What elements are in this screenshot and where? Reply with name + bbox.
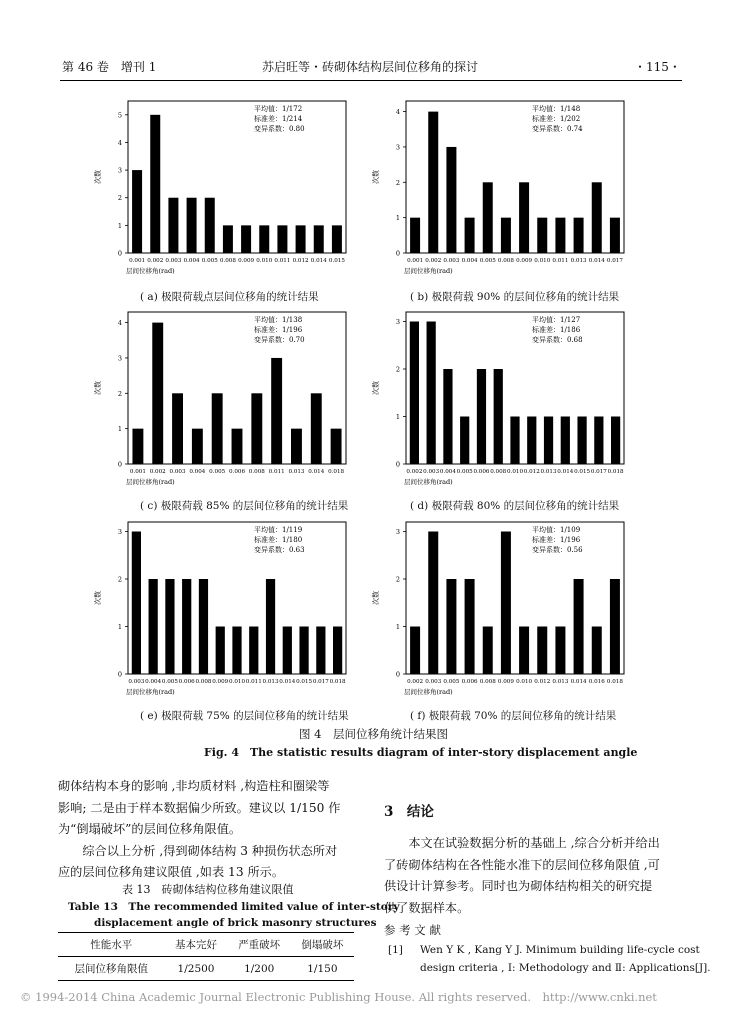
x-axis-label: 层间位移角(rad) (126, 478, 175, 486)
x-tick-label: 0.010 (228, 679, 246, 685)
y-tick-label: 0 (117, 670, 122, 679)
x-tick-label: 0.014 (588, 258, 605, 264)
x-tick-label: 0.013 (570, 258, 587, 264)
y-tick-label: 3 (117, 354, 122, 363)
x-tick-label: 0.011 (552, 258, 569, 264)
bar (410, 627, 420, 675)
stats-annotation: 标准差：1/186 (532, 326, 581, 334)
x-tick-label: 0.002 (406, 469, 423, 475)
x-tick-label: 0.010 (256, 258, 273, 264)
x-tick-label: 0.014 (557, 469, 574, 475)
bar (465, 579, 475, 674)
bar (212, 393, 223, 464)
y-tick-label: 4 (395, 108, 400, 117)
stats-annotation: 变异系数：0.63 (254, 546, 305, 554)
stats-annotation: 标准差：1/214 (254, 115, 303, 123)
bar (223, 225, 233, 253)
bar (410, 322, 419, 465)
bar (165, 579, 174, 674)
y-tick-label: 4 (117, 138, 122, 147)
x-tick-label: 0.013 (552, 679, 569, 685)
table-header-cell: 基本完好 (164, 933, 227, 957)
bar (311, 393, 322, 464)
plot-frame (406, 522, 624, 674)
bar (443, 369, 452, 464)
x-tick-label: 0.016 (588, 679, 605, 685)
x-tick-label: 0.018 (606, 679, 623, 685)
x-tick-label: 0.004 (461, 258, 478, 264)
bar (428, 112, 438, 253)
stats-annotation: 标准差：1/180 (254, 536, 303, 544)
bar (460, 417, 469, 465)
table-header-cell: 严重破坏 (228, 933, 291, 957)
text-line: 影响; 二是由于样本数据偏少所致。建议以 1/150 作 (58, 800, 341, 815)
x-tick-label: 0.003 (165, 258, 182, 264)
figure-caption-en: Fig. 4 The statistic results diagram of inter-story displacement angle (204, 746, 638, 759)
header-rule (60, 80, 682, 81)
table-title-cn: 表 13 砖砌体结构位移角建议限值 (122, 883, 294, 896)
x-tick-label: 0.008 (497, 258, 514, 264)
bar (611, 417, 620, 465)
stats-annotation: 变异系数：0.80 (254, 125, 305, 133)
y-tick-label: 2 (395, 365, 400, 374)
chart-a-caption: ( a) 极限荷载点层间位移角的统计结果 (140, 291, 319, 303)
bar (483, 627, 493, 675)
x-tick-label: 0.018 (607, 469, 624, 475)
stats-annotation: 变异系数：0.56 (532, 546, 583, 554)
bar (610, 218, 620, 253)
bar (477, 369, 486, 464)
y-tick-label: 1 (117, 221, 122, 230)
x-tick-label: 0.010 (506, 469, 524, 475)
x-tick-label: 0.006 (461, 679, 478, 685)
bar (331, 429, 342, 464)
x-tick-label: 0.014 (310, 258, 327, 264)
x-tick-label: 0.004 (183, 258, 200, 264)
x-axis-label: 层间位移角(rad) (404, 688, 453, 696)
plot-frame (128, 101, 346, 253)
bar (510, 417, 519, 465)
bar (271, 358, 282, 464)
y-tick-label: 1 (395, 623, 400, 631)
x-tick-label: 0.001 (129, 469, 146, 475)
bar (241, 225, 251, 253)
x-tick-label: 0.009 (212, 679, 229, 685)
x-tick-label: 0.008 (195, 679, 212, 685)
bar (555, 627, 565, 675)
x-tick-label: 0.005 (161, 679, 178, 685)
reference-line: design criteria , Ⅰ: Methodology and Ⅱ: Applications[J]. (420, 962, 711, 974)
bar (182, 579, 191, 674)
chart-b (366, 95, 636, 283)
x-tick-label: 0.002 (147, 258, 164, 264)
y-tick-label: 2 (117, 389, 122, 398)
y-axis-label: 次数 (372, 170, 380, 184)
references-heading: 参 考 文 献 (384, 923, 441, 937)
stats-annotation: 变异系数：0.70 (254, 336, 305, 344)
bar (527, 417, 536, 465)
bar (152, 323, 163, 464)
reference-line: Wen Y K , Kang Y J. Minimum building life-cycle cost (420, 944, 700, 956)
table-cell: 层间位移角限值 (58, 957, 164, 981)
header-volume: 第 46 卷 增刊 1 (62, 60, 157, 74)
x-axis-label: 层间位移角(rad) (404, 478, 453, 486)
x-tick-label: 0.008 (479, 679, 496, 685)
x-tick-label: 0.003 (425, 679, 442, 685)
y-tick-label: 0 (117, 460, 122, 469)
y-tick-label: 3 (117, 528, 122, 536)
x-tick-label: 0.002 (425, 258, 442, 264)
x-tick-label: 0.014 (308, 469, 325, 475)
chart-f (366, 516, 636, 704)
x-tick-label: 0.011 (245, 679, 262, 685)
table-title-en-1: Table 13 The recommended limited value of inter-story (68, 901, 400, 913)
bar (187, 198, 197, 253)
bar (410, 218, 420, 253)
copyright-footer: © 1994-2014 China Academic Journal Electronic Publishing House. All rights reserved. http://www.cnki.net (20, 990, 657, 1004)
text-line: 供了数据样本。 (384, 900, 470, 915)
bar (544, 417, 553, 465)
y-tick-label: 4 (117, 319, 122, 328)
x-tick-label: 0.011 (268, 469, 285, 475)
table-13 (58, 932, 354, 981)
bar (132, 170, 142, 253)
x-tick-label: 0.013 (540, 469, 557, 475)
y-tick-label: 3 (395, 318, 400, 326)
chart-b-caption: ( b) 极限荷载 90% 的层间位移角的统计结果 (410, 291, 620, 303)
x-tick-label: 0.001 (129, 258, 146, 264)
bar (266, 579, 275, 674)
stats-annotation: 平均值：1/148 (532, 105, 581, 113)
text-line: 砌体结构本身的影响 ,非均质材料 ,构造柱和圈梁等 (58, 779, 330, 793)
table-title-en-2: displacement angle of brick masonry structures (94, 917, 377, 929)
y-tick-label: 2 (395, 575, 400, 584)
x-tick-label: 0.008 (248, 469, 265, 475)
table-cell: 1/200 (228, 957, 291, 981)
x-tick-label: 0.012 (534, 679, 551, 685)
x-tick-label: 0.002 (149, 469, 166, 475)
y-axis-label: 次数 (94, 591, 102, 605)
chart-c (88, 306, 358, 494)
y-tick-label: 1 (117, 623, 122, 631)
bar (149, 579, 158, 674)
x-tick-label: 0.005 (209, 469, 226, 475)
bar (519, 627, 529, 675)
x-tick-label: 0.004 (145, 679, 162, 685)
x-tick-label: 0.014 (570, 679, 587, 685)
y-tick-label: 0 (395, 670, 400, 679)
stats-annotation: 平均值：1/172 (254, 105, 303, 113)
bar (428, 532, 438, 675)
stats-annotation: 平均值：1/109 (532, 526, 581, 534)
x-tick-label: 0.003 (128, 679, 145, 685)
bar (199, 579, 208, 674)
x-tick-label: 0.003 (423, 469, 440, 475)
stats-annotation: 标准差：1/196 (532, 536, 581, 544)
x-tick-label: 0.009 (238, 258, 255, 264)
stats-annotation: 平均值：1/119 (254, 526, 303, 534)
chart-f-caption: ( f) 极限荷载 70% 的层间位移角的统计结果 (410, 710, 617, 722)
bar (299, 627, 308, 675)
x-tick-label: 0.010 (534, 258, 551, 264)
bar (465, 218, 475, 253)
bar (192, 429, 203, 464)
x-tick-label: 0.015 (574, 469, 591, 475)
y-axis-label: 次数 (94, 381, 102, 395)
x-tick-label: 0.005 (479, 258, 496, 264)
bar (555, 218, 565, 253)
bar (537, 218, 547, 253)
bar (232, 429, 243, 464)
x-axis-label: 层间位移角(rad) (404, 267, 453, 275)
bar (483, 182, 493, 253)
y-tick-label: 0 (117, 249, 122, 258)
bar (249, 627, 258, 675)
section-heading: 3 结论 (384, 804, 434, 820)
x-tick-label: 0.005 (443, 679, 460, 685)
bar (314, 225, 324, 253)
x-tick-label: 0.010 (516, 679, 533, 685)
y-tick-label: 1 (117, 425, 122, 434)
table-row (58, 957, 354, 981)
chart-d (366, 306, 636, 494)
x-tick-label: 0.012 (292, 258, 309, 264)
x-tick-label: 0.013 (262, 679, 279, 685)
x-tick-label: 0.015 (328, 258, 345, 264)
chart-c-caption: ( c) 极限荷载 85% 的层间位移角的统计结果 (140, 500, 349, 512)
x-tick-label: 0.003 (169, 469, 186, 475)
x-tick-label: 0.008 (490, 469, 507, 475)
y-axis-label: 次数 (372, 591, 380, 605)
x-tick-label: 0.001 (407, 258, 424, 264)
y-axis-label: 次数 (372, 381, 380, 395)
x-axis-label: 层间位移角(rad) (126, 267, 175, 275)
bar (574, 579, 584, 674)
y-tick-label: 3 (117, 166, 122, 175)
bar (150, 115, 160, 253)
bar (232, 627, 241, 675)
bar (132, 532, 141, 675)
bar (172, 393, 183, 464)
x-tick-label: 0.004 (189, 469, 206, 475)
x-tick-label: 0.018 (328, 469, 345, 475)
y-tick-label: 2 (395, 178, 400, 187)
table-header-cell: 性能水平 (58, 933, 164, 957)
y-tick-label: 1 (395, 214, 400, 223)
bar (251, 393, 262, 464)
left-column-text (58, 776, 340, 884)
bar (168, 198, 178, 253)
bar (291, 429, 302, 464)
bar (592, 627, 602, 675)
x-tick-label: 0.009 (497, 679, 514, 685)
bar (610, 579, 620, 674)
x-tick-label: 0.017 (606, 258, 623, 264)
bar (216, 627, 225, 675)
bar (501, 218, 511, 253)
y-tick-label: 2 (117, 575, 122, 584)
text-line: 综合以上分析 ,得到砌体结构 3 种损伤状态所对 (58, 843, 338, 858)
bar (277, 225, 287, 253)
y-tick-label: 5 (117, 111, 122, 120)
table-header-row (58, 933, 354, 957)
bar (332, 225, 342, 253)
conclusion-paragraph (384, 833, 660, 919)
x-tick-label: 0.013 (288, 469, 305, 475)
x-tick-label: 0.002 (407, 679, 424, 685)
bar (574, 218, 584, 253)
table-cell: 1/150 (291, 957, 354, 981)
header-page-number: ・115・ (634, 60, 681, 74)
chart-a (88, 95, 358, 283)
bar (427, 322, 436, 465)
x-tick-label: 0.006 (473, 469, 490, 475)
x-tick-label: 0.005 (456, 469, 473, 475)
x-tick-label: 0.015 (296, 679, 313, 685)
bar (446, 579, 456, 674)
stats-annotation: 平均值：1/138 (254, 316, 303, 324)
x-tick-label: 0.003 (443, 258, 460, 264)
y-tick-label: 0 (395, 249, 400, 258)
text-line: 本文在试验数据分析的基础上 ,综合分析并给出 (384, 836, 660, 850)
x-tick-label: 0.012 (523, 469, 540, 475)
x-tick-label: 0.011 (274, 258, 291, 264)
x-tick-label: 0.018 (329, 679, 346, 685)
bar (296, 225, 306, 253)
y-tick-label: 1 (395, 413, 400, 421)
header-title: 苏启旺等・砖砌体结构层间位移角的探讨 (262, 60, 479, 74)
bar (501, 532, 511, 675)
y-tick-label: 3 (395, 528, 400, 536)
reference-number: [1] (388, 944, 403, 956)
y-tick-label: 0 (395, 460, 400, 469)
stats-annotation: 平均值：1/127 (532, 316, 581, 324)
stats-annotation: 变异系数：0.68 (532, 336, 583, 344)
bar (446, 147, 456, 253)
bar (577, 417, 586, 465)
text-line: 了砖砌体结构在各性能水准下的层间位移角限值 ,可 (384, 857, 660, 872)
text-line: 应的层间位移角建议限值 ,如表 13 所示。 (58, 865, 285, 879)
bar (333, 627, 342, 675)
x-axis-label: 层间位移角(rad) (126, 688, 175, 696)
y-tick-label: 3 (395, 143, 400, 152)
y-tick-label: 2 (117, 194, 122, 203)
text-line: 为“倒塌破坏”的层间位移角限值。 (58, 822, 242, 836)
bar (259, 225, 269, 253)
x-tick-label: 0.017 (312, 679, 329, 685)
chart-d-caption: ( d) 极限荷载 80% 的层间位移角的统计结果 (410, 500, 620, 512)
x-tick-label: 0.008 (219, 258, 236, 264)
bar (594, 417, 603, 465)
bar (283, 627, 292, 675)
bar (494, 369, 503, 464)
plot-frame (406, 101, 624, 253)
x-tick-label: 0.005 (201, 258, 218, 264)
x-tick-label: 0.017 (590, 469, 607, 475)
bar (592, 182, 602, 253)
stats-annotation: 标准差：1/202 (532, 115, 581, 123)
bar (316, 627, 325, 675)
figure-caption-cn: 图 4 层间位移角统计结果图 (299, 727, 448, 741)
bar (132, 429, 143, 464)
x-tick-label: 0.009 (516, 258, 533, 264)
chart-e (88, 516, 358, 704)
bar (537, 627, 547, 675)
bar (561, 417, 570, 465)
text-line: 供设计计算参考。同时也为砌体结构相关的研究提 (384, 879, 653, 893)
bar (205, 198, 215, 253)
stats-annotation: 标准差：1/196 (254, 326, 303, 334)
x-tick-label: 0.004 (439, 469, 456, 475)
stats-annotation: 变异系数：0.74 (532, 125, 583, 133)
bar (519, 182, 529, 253)
x-tick-label: 0.014 (279, 679, 296, 685)
chart-e-caption: ( e) 极限荷载 75% 的层间位移角的统计结果 (140, 710, 349, 722)
x-tick-label: 0.006 (228, 469, 246, 475)
y-axis-label: 次数 (94, 170, 102, 184)
x-tick-label: 0.006 (178, 679, 195, 685)
table-cell: 1/2500 (164, 957, 227, 981)
table-header-cell: 倒塌破坏 (291, 933, 354, 957)
